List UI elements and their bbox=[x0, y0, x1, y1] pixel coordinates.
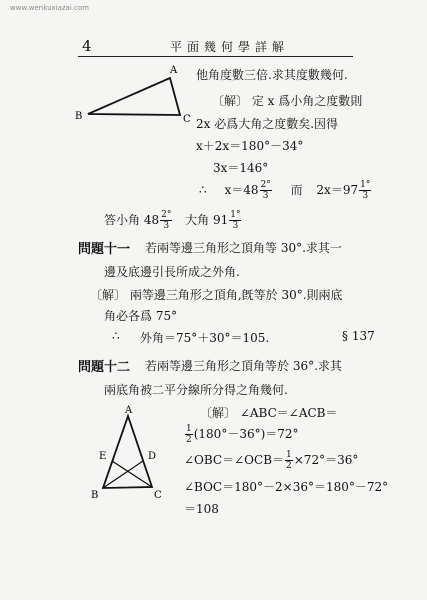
answer-line: 答小角 48 $\frac{2^\circ}{3}$ 大角 91 $\frac{1^\circ}{3}$ bbox=[104, 210, 241, 231]
problem-label: 問題十一 bbox=[78, 242, 131, 257]
text-line: 2x 必爲大角之度數矣.因得 bbox=[196, 117, 339, 131]
equation: x＋2x＝180°－34° bbox=[196, 139, 304, 153]
therefore-symbol: ∴ bbox=[112, 329, 120, 343]
vertex-label-c: C bbox=[154, 490, 162, 501]
section-reference: § 137 bbox=[342, 329, 375, 343]
bisector-ce bbox=[112, 461, 152, 487]
equation: 2x＝97 bbox=[316, 183, 359, 197]
running-title: 平面幾何學詳解 bbox=[170, 40, 290, 54]
text-line: 若兩等邊三角形之頂角等於 36°.求其 bbox=[145, 359, 342, 373]
therefore-symbol: ∴ bbox=[199, 183, 207, 197]
equation-row bbox=[199, 180, 372, 201]
text-line: 〔解〕 兩等邊三角形之頂角,旣等於 30°.則兩底 bbox=[90, 288, 343, 302]
triangle-abc-shape bbox=[103, 416, 152, 488]
problem-label: 問題十二 bbox=[78, 360, 131, 375]
equation: 3x＝146° bbox=[213, 161, 269, 175]
vertex-label-b: B bbox=[91, 490, 99, 501]
triangle-abc-shape bbox=[88, 78, 180, 115]
fraction: $\frac{1}{2}$ bbox=[286, 450, 292, 471]
and-word: 而 bbox=[290, 183, 303, 197]
header-rule bbox=[78, 56, 353, 57]
vertex-label-a: A bbox=[125, 405, 133, 416]
fraction: $\frac{1}{2}$ bbox=[186, 424, 192, 445]
vertex-label-e: E bbox=[99, 451, 107, 462]
fraction: $\frac{2^\circ}{3}$ bbox=[161, 210, 172, 231]
text-line: 角必各爲 75° bbox=[104, 309, 178, 323]
triangle-figure-2 bbox=[90, 402, 180, 504]
equation: x＝48 bbox=[224, 183, 259, 197]
equation: ＝108 bbox=[184, 502, 219, 516]
vertex-label-c: C bbox=[183, 114, 191, 125]
bisector-bd bbox=[103, 461, 143, 488]
watermark: www.wenkuxiazai.com bbox=[10, 4, 89, 12]
equation-row: ∠OBC＝∠OCB＝ $\frac{1}{2}$ ×72°＝36° bbox=[184, 450, 359, 471]
page-number: 4 bbox=[82, 37, 92, 55]
fraction: $\frac{1^\circ}{3}$ bbox=[360, 180, 371, 201]
vertex-label-a: A bbox=[170, 65, 178, 76]
text-line: 他角度數三倍.求其度數幾何. bbox=[196, 68, 348, 82]
equation: ∠BOC＝180°－2×36°＝180°－72° bbox=[184, 480, 389, 494]
text-line: 兩底角被二平分線所分得之角幾何. bbox=[104, 383, 288, 397]
fraction: $\frac{2^\circ}{3}$ bbox=[260, 180, 271, 201]
vertex-label-d: D bbox=[148, 451, 157, 462]
text-line: 〔解〕 ∠ABC＝∠ACB＝ bbox=[200, 406, 338, 420]
vertex-label-b: B bbox=[75, 111, 83, 122]
equation: 外角＝75°＋30°＝105. bbox=[140, 331, 270, 345]
fraction: $\frac{1^\circ}{3}$ bbox=[230, 210, 241, 231]
text-line: 邊及底邊引長所成之外角. bbox=[104, 265, 240, 279]
equation-row: $\frac{1}{2}$ (180°－36°)＝72° bbox=[186, 424, 299, 445]
text-line: 〔解〕 定 x 爲小角之度數則 bbox=[212, 94, 363, 108]
triangle-figure-1 bbox=[72, 62, 202, 132]
text-line: 若兩等邊三角形之頂角等 30°.求其一 bbox=[145, 241, 342, 255]
